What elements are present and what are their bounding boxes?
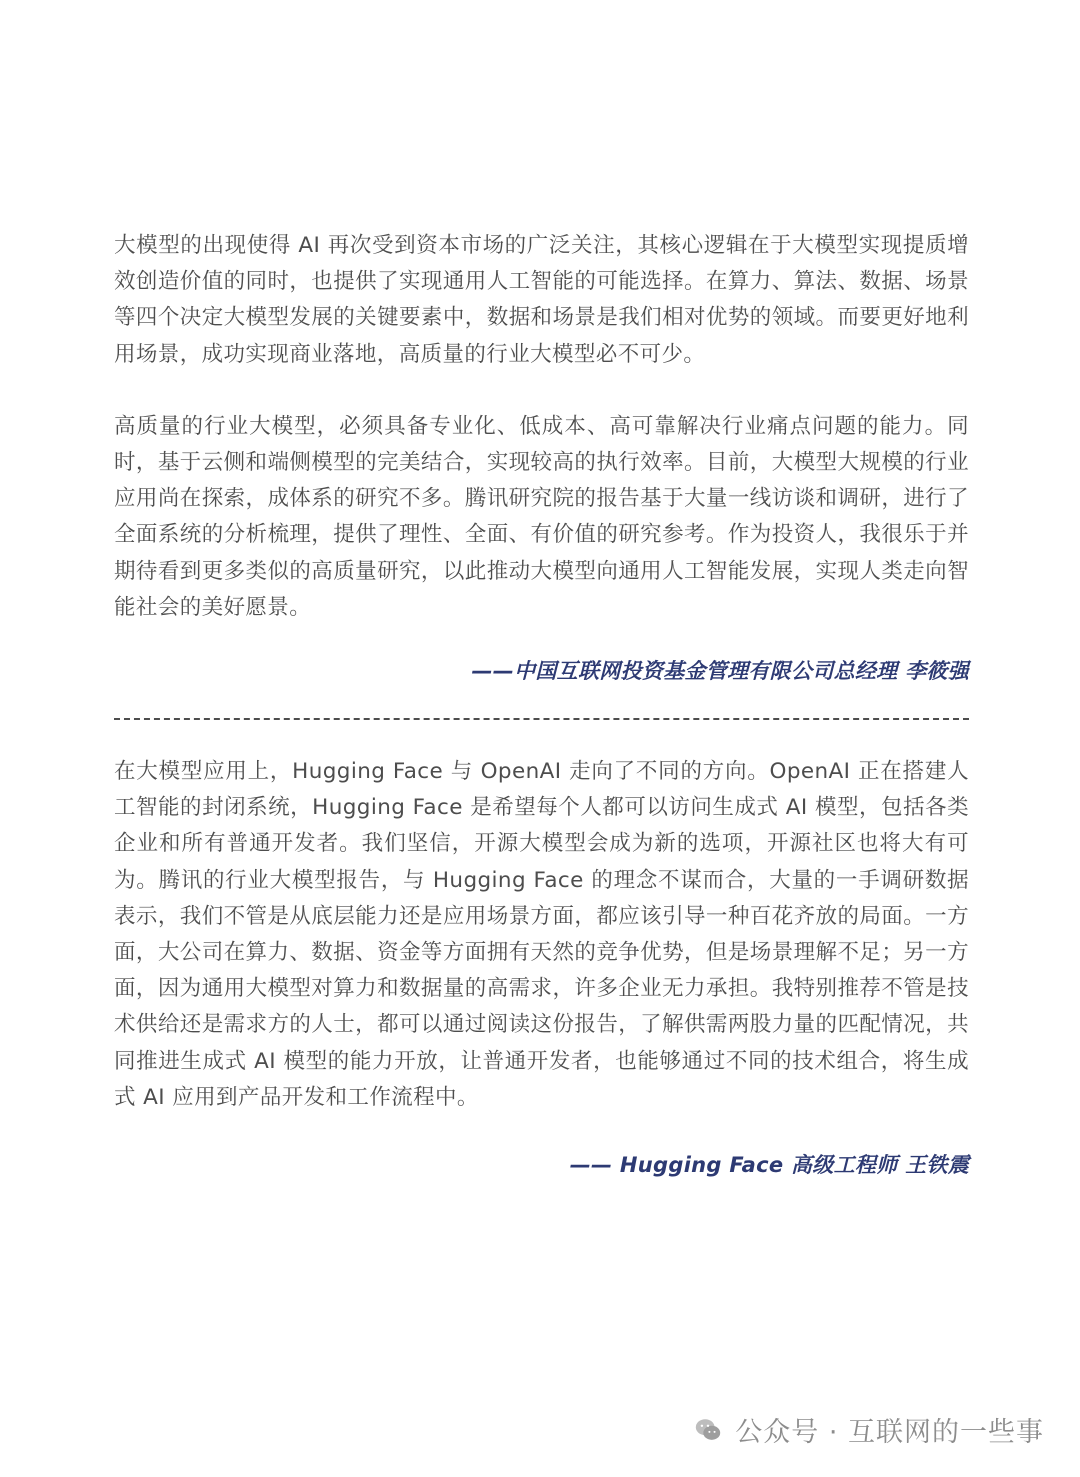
paragraph-1: 大模型的出现使得 AI 再次受到资本市场的广泛关注，其核心逻辑在于大模型实现提质增效创造价值的同时，也提供了实现通用人工智能的可能选择。在算力、算法、数据、场景等四个决定大模型发展的关键要素中，数据和场景是我们相对优势的领域。而要更好地利用场景，成功实现商业落地，高质量的行业大模型必不可少。 — [114, 233, 969, 367]
wechat-icon — [693, 1415, 723, 1445]
dashed-divider — [114, 718, 969, 720]
paragraph-3: 在大模型应用上，Hugging Face 与 OpenAI 走向了不同的方向。OpenAI 正在搭建人工智能的封闭系统，Hugging Face 是希望每个人都可以访问生成式 AI 模型，包括各类企业和所有普通开发者。我们坚信，开源大模型会成为新的选项，开源社区也将大有可为。腾讯的行业大模型报告，与 Hugging Face 的理念不谋而合，大量的一手调研数据表示，我们不管是从底层能力还是应用场景方面，都应该引导一种百花齐放的局面。一方面，大公司在算力、数据、资金等方面拥有天然的竞争优势，但是场景理解不足；另一方面，因为通用大模型对算力和数据量的高需求，许多企业无力承担。我特别推荐不管是技术供给还是需求方的人士，都可以通过阅读这份报告，了解供需两股力量的匹配情况，共同推进生成式 AI 模型的能力开放，让普通开发者，也能够通过不同的技术组合，将生成式 AI 应用到产品开发和工作流程中。 — [114, 759, 969, 1110]
paragraph-2: 高质量的行业大模型，必须具备专业化、低成本、高可靠解决行业痛点问题的能力。同时，基于云侧和端侧模型的完美结合，实现较高的执行效率。目前，大模型大规模的行业应用尚在探索，成体系的研究不多。腾讯研究院的报告基于大量一线访谈和调研，进行了全面系统的分析梳理，提供了理性、全面、有价值的研究参考。作为投资人，我很乐于并期待看到更多类似的高质量研究，以此推动大模型向通用人工智能发展，实现人类走向智能社会的美好愿景。 — [114, 413, 969, 620]
watermark — [693, 1410, 1044, 1449]
document-body — [114, 228, 969, 1180]
signature-1: ——中国互联网投资基金管理有限公司总经理 李筱强 — [471, 659, 969, 684]
watermark-text: 公众号 · 互联网的一些事 — [735, 1417, 1044, 1448]
signature-2: —— Hugging Face 高级工程师 王铁震 — [569, 1153, 969, 1178]
